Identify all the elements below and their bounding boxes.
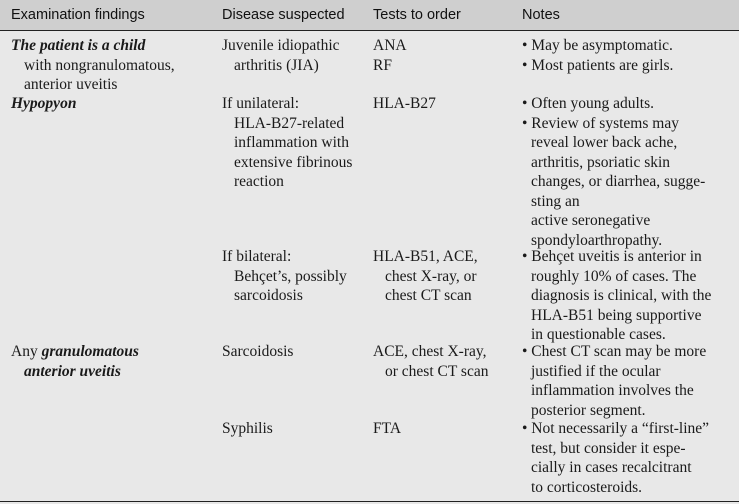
col-header-disease: Disease suspected — [222, 7, 345, 23]
cell-note-line: justified if the ocular — [531, 362, 661, 380]
cell-note-line: arthritis, psoriatic skin — [531, 153, 671, 171]
col-header-notes: Notes — [522, 7, 560, 23]
cell-disease-line: HLA-B27-related — [234, 114, 345, 132]
table-header — [0, 0, 739, 31]
cell-disease-line: Sarcoidosis — [222, 343, 294, 360]
cell-note-line: posterior segment. — [531, 401, 646, 419]
cell-note-line: roughly 10% of cases. The — [531, 267, 697, 285]
col-header-tests: Tests to order — [373, 7, 461, 23]
cell-note-line: • Chest CT scan may be more — [522, 343, 707, 360]
finding-any-granulomatous — [11, 343, 139, 360]
cell-finding-line — [11, 342, 139, 362]
cell-tests-line: HLA-B27 — [373, 95, 436, 112]
cell-note-line: diagnosis is clinical, with the — [531, 287, 712, 304]
cell-tests-line: chest X-ray, or — [385, 267, 477, 285]
cell-note-line: spondyloarthropathy. — [531, 231, 663, 249]
cell-disease-line: If bilateral: — [222, 248, 292, 265]
cell-disease-line: Behçet’s, possibly — [234, 267, 347, 285]
cell-note-line: to corticosteroids. — [531, 478, 643, 496]
cell-tests-line: chest CT scan — [385, 287, 472, 304]
cell-tests-line: RF — [373, 56, 392, 74]
cell-note-line: • May be asymptomatic. — [522, 37, 673, 54]
cell-note-line: • Review of systems may — [522, 114, 679, 132]
cell-note-line: reveal lower back ache, — [531, 134, 678, 151]
cell-tests-line: or chest CT scan — [385, 362, 489, 380]
cell-disease-line: If unilateral: — [222, 95, 300, 112]
cell-note-line: in questionable cases. — [531, 326, 666, 343]
cell-disease-line: Juvenile idiopathic — [222, 37, 340, 54]
cell-note-line: • Often young adults. — [522, 95, 654, 112]
cell-note-line: sting an — [531, 192, 580, 210]
cell-note-line: changes, or diarrhea, sugge- — [531, 173, 706, 190]
cell-disease-line: inflammation with — [234, 134, 349, 151]
cell-finding-line: The patient is a child — [11, 37, 146, 54]
cell-finding-line: Hypopyon — [11, 95, 77, 112]
bottom-rule — [0, 501, 739, 502]
cell-tests-line: FTA — [373, 420, 402, 437]
cell-note-line: • Behçet uveitis is anterior in — [522, 248, 702, 265]
cell-note-line: inflammation involves the — [531, 382, 694, 399]
cell-note-line: test, but consider it espe- — [531, 439, 686, 457]
cell-finding-line: anterior uveitis — [24, 76, 118, 93]
cell-tests-line: ACE, chest X-ray, — [373, 343, 487, 360]
cell-disease-line: Syphilis — [222, 420, 273, 437]
cell-disease-line: reaction — [234, 173, 284, 190]
cell-note-line: • Most patients are girls. — [522, 56, 674, 74]
cell-tests-line: ANA — [373, 37, 407, 54]
cell-tests-line: HLA-B51, ACE, — [373, 248, 478, 265]
finding-word-granulomatous: granulomatous — [41, 343, 139, 360]
cell-disease-line: extensive fibrinous — [234, 153, 353, 171]
cell-finding-line: with nongranulomatous, — [24, 56, 175, 74]
cell-note-line: HLA-B51 being supportive — [531, 306, 702, 324]
col-header-findings: Examination findings — [11, 7, 145, 23]
cell-disease-line: sarcoidosis — [234, 287, 303, 304]
cell-finding-line: anterior uveitis — [24, 362, 121, 380]
cell-disease-line: arthritis (JIA) — [234, 56, 319, 74]
cell-note-line: • Not necessarily a “first-line” — [522, 420, 710, 437]
cell-note-line: active seronegative — [531, 212, 651, 229]
finding-word-any: Any — [11, 343, 42, 360]
cell-note-line: cially in cases recalcitrant — [531, 459, 692, 476]
